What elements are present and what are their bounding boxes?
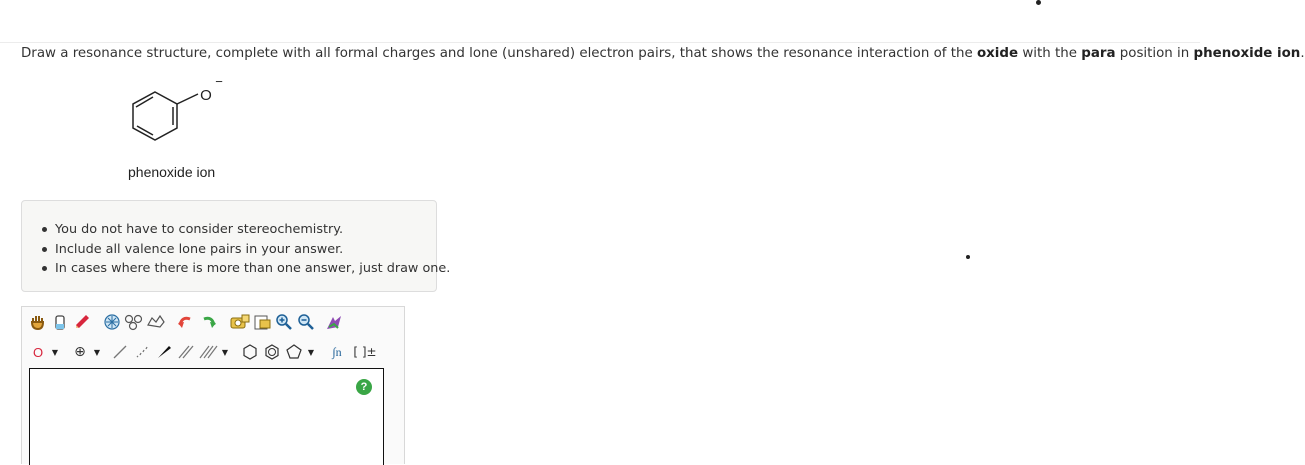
question-text bbox=[21, 46, 1305, 61]
paste-icon[interactable] bbox=[252, 312, 272, 332]
zoom-out-icon[interactable] bbox=[296, 312, 316, 332]
structure-editor bbox=[21, 306, 405, 464]
instruction-item: Include all valence lone pairs in your answer. bbox=[55, 240, 450, 260]
clean-structure-icon[interactable] bbox=[324, 312, 344, 332]
triple-bond-icon[interactable] bbox=[198, 342, 218, 362]
header-divider bbox=[0, 42, 1200, 43]
eraser-icon[interactable] bbox=[50, 312, 70, 332]
editor-toolbar-top bbox=[28, 311, 346, 333]
bracket-tool[interactable]: [ ]± bbox=[353, 345, 377, 359]
question-bold-para: para bbox=[1081, 46, 1116, 61]
redo-icon[interactable] bbox=[198, 312, 218, 332]
cyclohexane-ring-icon[interactable] bbox=[240, 342, 260, 362]
oxygen-atom-label: O bbox=[200, 87, 212, 104]
charge-plus-icon[interactable]: ⊕ bbox=[74, 344, 86, 360]
hashed-bond-icon[interactable] bbox=[132, 342, 152, 362]
help-icon[interactable]: ? bbox=[356, 379, 372, 395]
cyclopentane-ring-icon[interactable] bbox=[284, 342, 304, 362]
chevron-down-icon[interactable]: ▼ bbox=[221, 347, 229, 357]
ring-template-icon[interactable] bbox=[102, 312, 122, 332]
chevron-down-icon[interactable]: ▼ bbox=[51, 347, 59, 357]
editor-toolbar-bottom bbox=[28, 341, 380, 363]
question-bold-phenoxide: phenoxide ion bbox=[1193, 46, 1301, 61]
hand-icon[interactable] bbox=[28, 312, 48, 332]
instruction-item: You do not have to consider stereochemistry. bbox=[55, 220, 450, 240]
instructions-box bbox=[21, 200, 451, 292]
element-selector[interactable]: O bbox=[32, 344, 44, 360]
question-part: position in bbox=[1115, 46, 1194, 61]
single-bond-icon[interactable] bbox=[110, 342, 130, 362]
chain-template-icon[interactable] bbox=[124, 312, 144, 332]
negative-charge-label: − bbox=[215, 74, 223, 89]
question-bold-oxide: oxide bbox=[976, 46, 1019, 61]
zoom-in-icon[interactable] bbox=[274, 312, 294, 332]
question-part: with the bbox=[1018, 46, 1082, 61]
drawing-canvas[interactable] bbox=[29, 368, 384, 465]
chevron-down-icon[interactable]: ▼ bbox=[307, 347, 315, 357]
undo-icon[interactable] bbox=[176, 312, 196, 332]
question-part: . bbox=[1300, 46, 1305, 61]
copy-icon[interactable] bbox=[230, 312, 250, 332]
cyclohexane-chair-icon[interactable] bbox=[146, 312, 166, 332]
instruction-item: In cases where there is more than one answer, just draw one. bbox=[55, 259, 450, 279]
pencil-icon[interactable] bbox=[72, 312, 92, 332]
molecule-caption: phenoxide ion bbox=[128, 164, 216, 180]
double-bond-icon[interactable] bbox=[176, 342, 196, 362]
chevron-down-icon[interactable]: ▼ bbox=[93, 347, 101, 357]
scroll-indicator-dot bbox=[1036, 0, 1041, 5]
phenoxide-structure bbox=[120, 74, 240, 148]
stray-dot bbox=[966, 255, 970, 259]
sgroup-tool[interactable]: ∫n bbox=[332, 344, 342, 359]
benzene-ring-icon[interactable] bbox=[262, 342, 282, 362]
instructions-list bbox=[55, 220, 450, 279]
question-part: Draw a resonance structure, complete with all formal charges and lone (unshared) electron pairs, that shows the resonance interaction of the bbox=[21, 46, 977, 61]
wedge-bond-icon[interactable] bbox=[154, 342, 174, 362]
